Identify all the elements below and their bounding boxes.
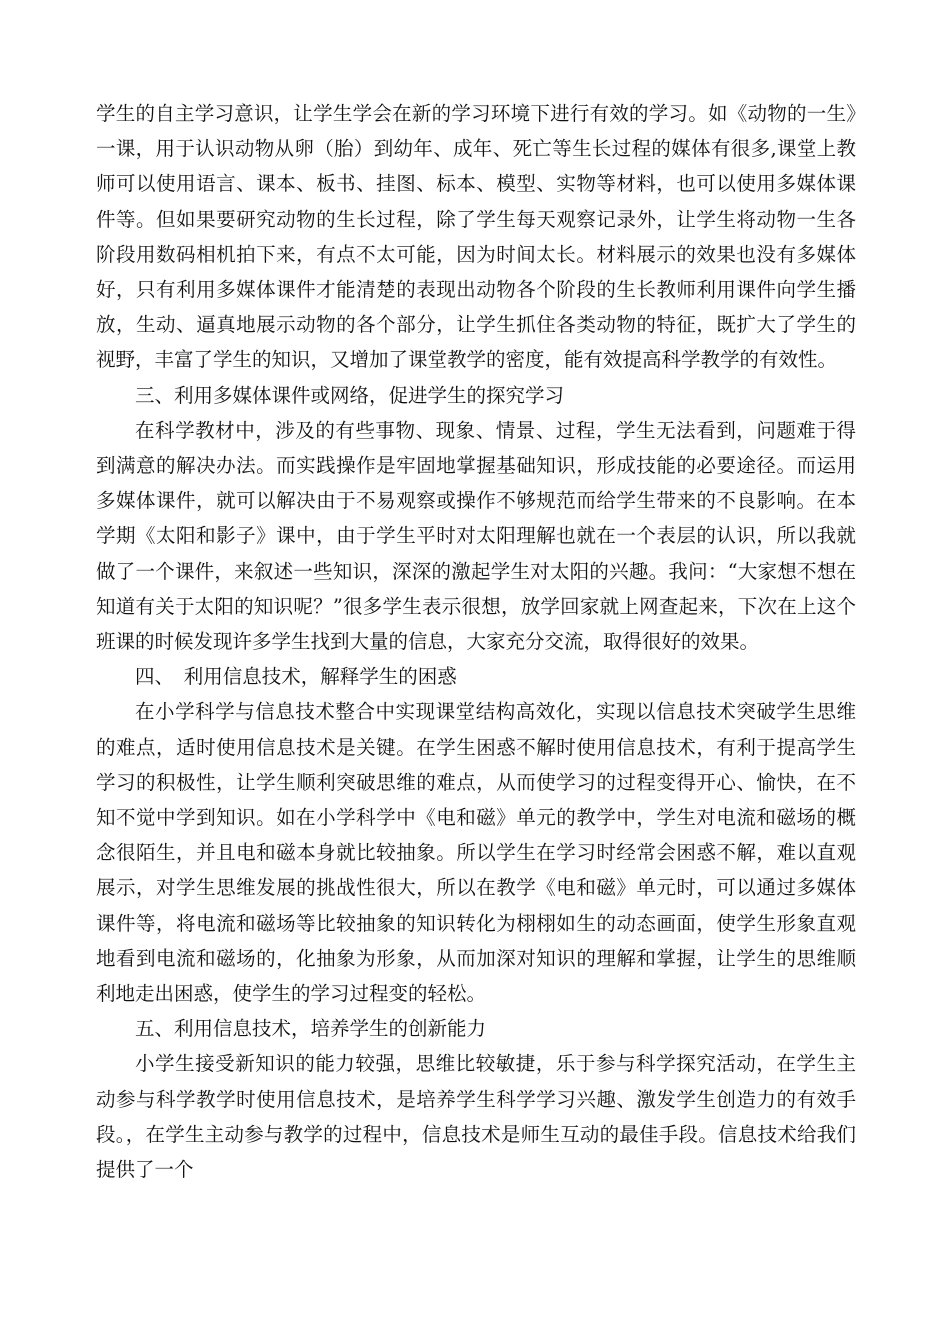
paragraph-continuation: 学生的自主学习意识，让学生学会在新的学习环境下进行有效的学习。如《动物的一生》一课，用于认识动物从卵（胎）到幼年、成年、死亡等生长过程的媒体有很多,课堂上教师可以使用语言、课本、板书、挂图、标本、模型、实物等材料，也可以使用多媒体课件等。但如果要研究动物的生长过程，除了学生每天观察记录外，让学生将动物一生各阶段用数码相机拍下来，有点不太可能，因为时间太长。材料展示的效果也没有多媒体好，只有利用多媒体课件才能清楚的表现出动物各个阶段的生长教师利用课件向学生播放，生动、逼真地展示动物的各个部分，让学生抓住各类动物的特征，既扩大了学生的视野，丰富了学生的知识，又增加了课堂教学的密度，能有效提高科学教学的有效性。	[96, 102, 856, 372]
paragraph-section-4: 在小学科学与信息技术整合中实现课堂结构高效化，实现以信息技术突破学生思维的难点，适时使用信息技术是关键。在学生困惑不解时使用信息技术，有利于提高学生学习的积极性，让学生顺利突破思维的难点，从而使学习的过程变得开心、愉快，在不知不觉中学到知识。如在小学科学中《电和磁》单元的教学中，学生对电流和磁场的概念很陌生，并且电和磁本身就比较抽象。所以学生在学习时经常会困惑不解，难以直观展示，对学生思维发展的挑战性很大，所以在教学《电和磁》单元时，可以通过多媒体课件等，将电流和磁场等比较抽象的知识转化为栩栩如生的动态画面，使学生形象直观地看到电流和磁场的，化抽象为形象，从而加深对知识的理解和掌握，让学生的思维顺利地走出困惑，使学生的学习过程变的轻松。	[96, 700, 856, 1006]
paragraph-section-3: 在科学教材中，涉及的有些事物、现象、情景、过程，学生无法看到，问题难于得到满意的解决办法。而实践操作是牢固地掌握基础知识，形成技能的必要途径。而运用多媒体课件，就可以解决由于不易观察或操作不够规范而给学生带来的不良影响。在本学期《太阳和影子》课中，由于学生平时对太阳理解也就在一个表层的认识，所以我就做了一个课件，来叙述一些知识，深深的激起学生对太阳的兴趣。我问：“大家想不想在知道有关于太阳的知识呢？”很多学生表示很想，放学回家就上网查起来，下次在上这个班课的时候发现许多学生找到大量的信息，大家充分交流，取得很好的效果。	[96, 418, 856, 654]
section-heading-4: 四、 利用信息技术，解释学生的困惑	[135, 665, 457, 689]
paragraph-section-5: 小学生接受新知识的能力较强，思维比较敏捷，乐于参与科学探究活动，在学生主动参与科学教学时使用信息技术，是培养学生科学学习兴趣、激发学生创造力的有效手段。，在学生主动参与教学的过程中，信息技术是师生互动的最佳手段。信息技术给我们提供了一个	[96, 1052, 856, 1182]
section-heading-5: 五、利用信息技术，培养学生的创新能力	[135, 1017, 487, 1041]
section-heading-3: 三、利用多媒体课件或网络，促进学生的探究学习	[135, 383, 565, 407]
document-body	[96, 96, 856, 1187]
